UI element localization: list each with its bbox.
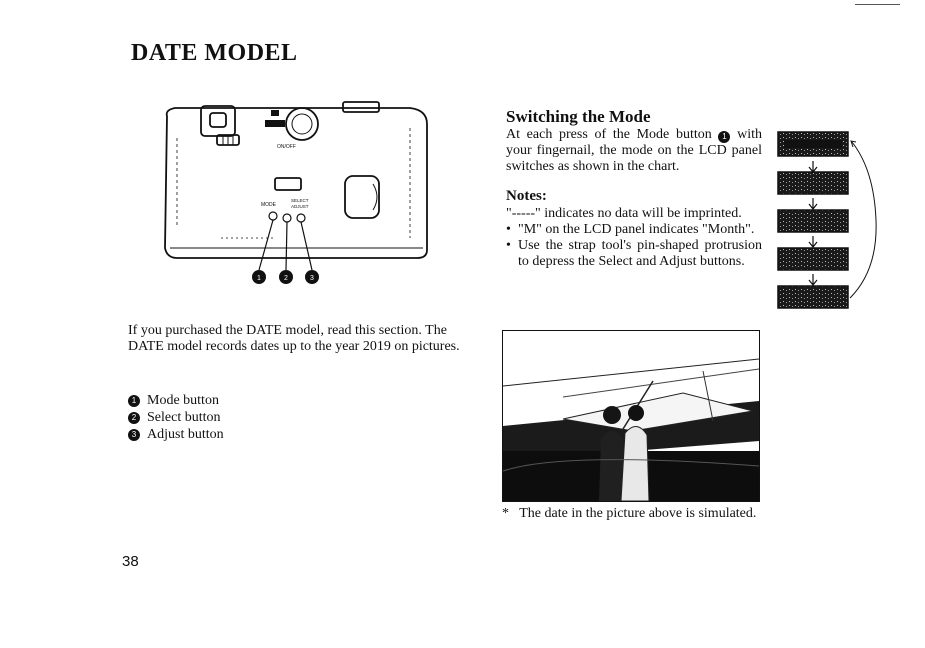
loop-arrow <box>850 142 876 298</box>
mode-label: MODE <box>261 202 276 208</box>
number-marker-icon: 1 <box>128 395 140 407</box>
select-label: SELECT <box>291 198 309 203</box>
intro-paragraph: If you purchased the DATE model, read this section. The DATE model records dates up to the year 2019 on pictures. <box>128 323 460 354</box>
note-item <box>506 238 762 270</box>
top-rule <box>855 4 900 5</box>
legend-label: Adjust button <box>147 427 224 442</box>
section-title: Switching the Mode <box>506 107 651 126</box>
page-number: 38 <box>122 553 139 570</box>
callout-mode: 1 <box>257 275 261 282</box>
note-text: Use the strap tool's pin-shaped protrusion to depress the Select and Adjust buttons. <box>518 238 762 269</box>
sample-photo <box>502 330 760 502</box>
notes-title: Notes: <box>506 188 547 204</box>
switching-text-after: with your fingernail, the mode on the LCD panel switches as shown in the chart. <box>506 127 762 174</box>
number-marker-icon: 3 <box>128 429 140 441</box>
caption-text: The date in the picture above is simulated. <box>519 506 757 521</box>
note-text: "M" on the LCD panel indicates "Month". <box>518 222 755 237</box>
callout-adjust: 3 <box>310 275 314 282</box>
lcd-state-2 <box>778 172 848 194</box>
legend-label: Select button <box>147 410 221 425</box>
sample-photo-illustration <box>503 331 759 501</box>
number-marker-icon: 2 <box>128 412 140 424</box>
legend-item <box>128 426 224 443</box>
note-item <box>506 222 762 238</box>
page-title: DATE MODEL <box>131 40 298 66</box>
arrow-down-icon <box>809 274 817 285</box>
asterisk-icon: * <box>502 506 509 521</box>
lcd-state-5 <box>778 286 848 308</box>
arrow-down-icon <box>809 236 817 247</box>
bullet-icon: • <box>506 222 511 237</box>
legend-label: Mode button <box>147 393 219 408</box>
callout-select: 2 <box>284 275 288 282</box>
camera-back-diagram <box>155 98 435 290</box>
legend-item <box>128 409 224 426</box>
arrow-down-icon <box>809 198 817 209</box>
notes-list <box>506 206 762 270</box>
lcd-state-3 <box>778 210 848 232</box>
photo-caption <box>502 506 767 522</box>
note-text: "-----" indicates no data will be imprinted. <box>506 206 742 221</box>
note-item <box>506 206 762 222</box>
lcd-mode-chart <box>770 120 880 320</box>
on-off-label: ON/OFF <box>277 144 296 150</box>
switching-paragraph <box>506 127 762 175</box>
switching-text-before: At each press of the Mode button <box>506 127 712 142</box>
legend-item <box>128 392 224 409</box>
lcd-state-4 <box>778 248 848 270</box>
lcd-state-1 <box>778 132 848 156</box>
button-legend <box>128 392 224 443</box>
adjust-label: ADJUST <box>291 204 309 209</box>
number-marker-icon: 1 <box>718 131 730 143</box>
arrow-down-icon <box>809 161 817 172</box>
bullet-icon: • <box>506 238 511 253</box>
